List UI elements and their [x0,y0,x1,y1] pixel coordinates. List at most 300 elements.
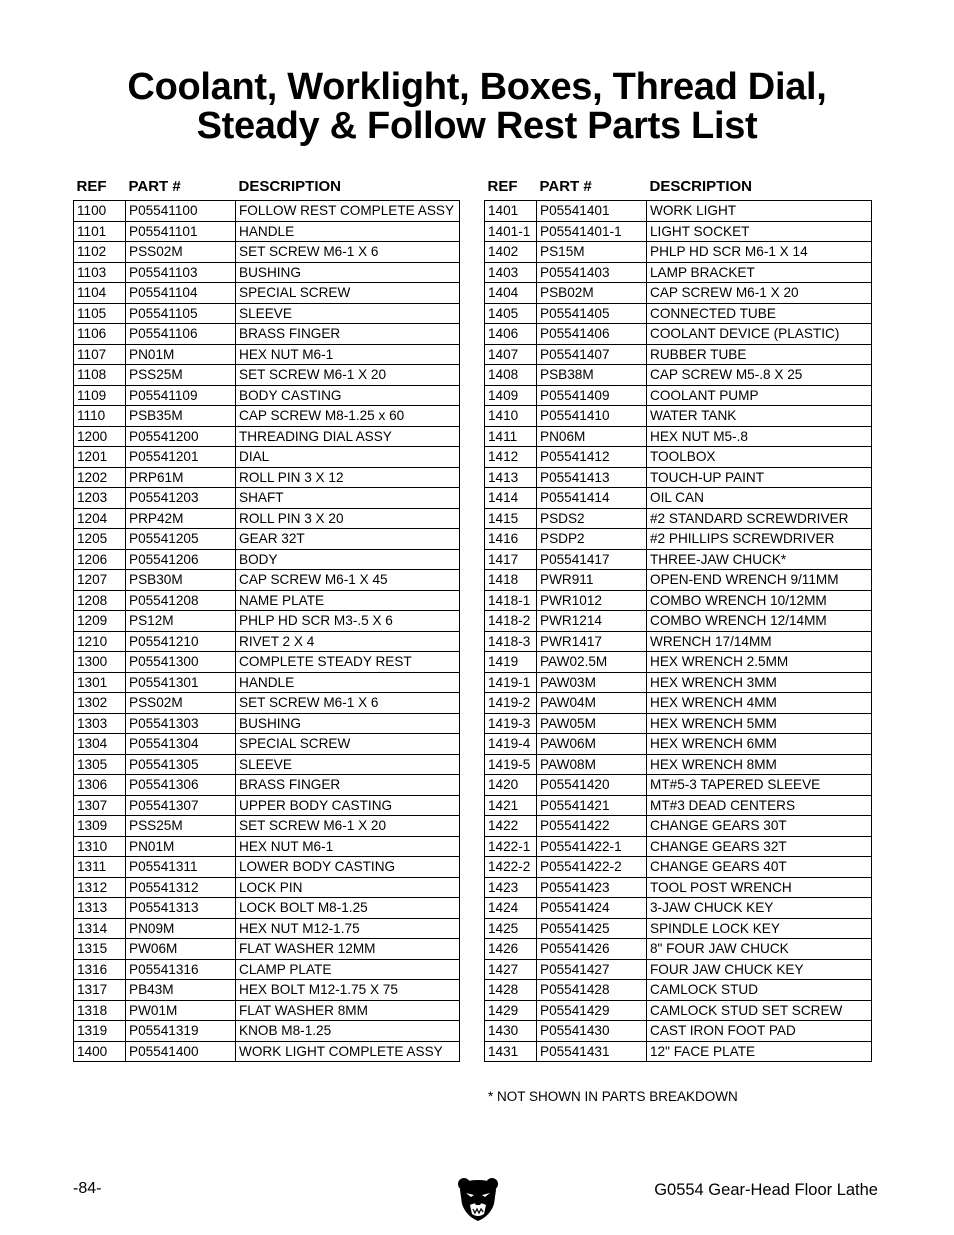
part-number-cell: P05541305 [126,754,236,775]
ref-cell: 1400 [74,1041,126,1062]
ref-cell: 1204 [74,508,126,529]
table-row [74,939,460,960]
part-number-cell: P05541413 [537,467,647,488]
parts-table-left [73,178,460,1062]
table-row [74,631,460,652]
part-number-cell: P05541201 [126,447,236,468]
description-cell: UPPER BODY CASTING [236,795,460,816]
ref-cell: 1428 [485,980,537,1001]
ref-cell: 1305 [74,754,126,775]
description-cell: SET SCREW M6-1 X 6 [236,242,460,263]
ref-cell: 1402 [485,242,537,263]
description-cell: TOOL POST WRENCH [647,877,872,898]
part-number-cell: PAW03M [537,672,647,693]
table-row [74,201,460,222]
ref-cell: 1422-2 [485,857,537,878]
description-header: DESCRIPTION [649,178,753,195]
table-row [74,529,460,550]
ref-cell: 1418 [485,570,537,591]
title-line-2: Steady & Follow Rest Parts List [196,105,758,147]
table-row [74,795,460,816]
table-row [74,365,460,386]
description-cell: CAP SCREW M8-1.25 x 60 [236,406,460,427]
part-number-cell: P05541311 [126,857,236,878]
description-cell: HEX WRENCH 6MM [647,734,872,755]
table-row [74,611,460,632]
part-number-cell: P05541407 [537,344,647,365]
table-row [485,1000,872,1021]
ref-cell: 1300 [74,652,126,673]
table-row [74,1000,460,1021]
description-cell: 3-JAW CHUCK KEY [647,898,872,919]
description-cell: SET SCREW M6-1 X 20 [236,816,460,837]
table-row [485,590,872,611]
table-row [485,283,872,304]
description-cell: TOUCH-UP PAINT [647,467,872,488]
part-number-cell: P05541421 [537,795,647,816]
part-number-cell: PSB02M [537,283,647,304]
table-row [74,980,460,1001]
table-row [485,754,872,775]
description-cell: RIVET 2 X 4 [236,631,460,652]
table-row [485,529,872,550]
table-row [485,672,872,693]
description-cell: LOCK BOLT M8-1.25 [236,898,460,919]
ref-cell: 1317 [74,980,126,1001]
part-number-cell: PN09M [126,918,236,939]
ref-cell: 1101 [74,221,126,242]
table-row [74,426,460,447]
description-cell: LAMP BRACKET [647,262,872,283]
description-cell: HANDLE [236,221,460,242]
part-number-cell: PS12M [126,611,236,632]
table-row [485,795,872,816]
description-cell: WRENCH 17/14MM [647,631,872,652]
table-row [74,898,460,919]
description-cell: PHLP HD SCR M3-.5 X 6 [236,611,460,632]
ref-cell: 1202 [74,467,126,488]
part-number-cell: P05541307 [126,795,236,816]
table-row [485,221,872,242]
part-number-cell: PB43M [126,980,236,1001]
ref-cell: 1420 [485,775,537,796]
description-cell: CAMLOCK STUD [647,980,872,1001]
table-row [74,242,460,263]
ref-cell: 1419 [485,652,537,673]
table-row [74,918,460,939]
part-number-cell: P05541422-1 [537,836,647,857]
description-cell: LOCK PIN [236,877,460,898]
part-number-cell: PSS02M [126,242,236,263]
part-number-cell: P05541406 [537,324,647,345]
ref-cell: 1304 [74,734,126,755]
table-row [485,508,872,529]
table-row [485,918,872,939]
ref-cell: 1430 [485,1021,537,1042]
parts-table-right-container [484,178,872,1062]
table-row [74,406,460,427]
description-cell: CLAMP PLATE [236,959,460,980]
description-cell: SET SCREW M6-1 X 20 [236,365,460,386]
table-row [485,816,872,837]
ref-cell: 1313 [74,898,126,919]
part-number-cell: PN06M [537,426,647,447]
table-row [74,570,460,591]
ref-cell: 1306 [74,775,126,796]
table-row [485,1041,872,1062]
description-cell: #2 PHILLIPS SCREWDRIVER [647,529,872,550]
description-cell: 8" FOUR JAW CHUCK [647,939,872,960]
part-number-cell: P05541410 [537,406,647,427]
part-number-cell: P05541306 [126,775,236,796]
description-cell: BRASS FINGER [236,775,460,796]
table-row [485,631,872,652]
part-number-cell: PAW06M [537,734,647,755]
description-cell: COMBO WRENCH 10/12MM [647,590,872,611]
part-number-cell: PSS25M [126,365,236,386]
part-number-cell: P05541409 [537,385,647,406]
table-row [74,857,460,878]
table-row [485,611,872,632]
ref-cell: 1307 [74,795,126,816]
table-row [74,816,460,837]
description-cell: WORK LIGHT COMPLETE ASSY [236,1041,460,1062]
part-number-cell: P05541417 [537,549,647,570]
ref-cell: 1200 [74,426,126,447]
description-cell: ROLL PIN 3 X 12 [236,467,460,488]
description-cell: HEX NUT M6-1 [236,836,460,857]
part-number-cell: P05541426 [537,939,647,960]
part-number-cell: P05541400 [126,1041,236,1062]
description-cell: HANDLE [236,672,460,693]
ref-cell: 1419-5 [485,754,537,775]
description-cell: BUSHING [236,713,460,734]
table-row [485,262,872,283]
table-row [485,201,872,222]
table-row [485,406,872,427]
description-cell: GEAR 32T [236,529,460,550]
part-number-cell: P05541312 [126,877,236,898]
table-row [485,980,872,1001]
part-number-cell: PSS02M [126,693,236,714]
ref-cell: 1418-1 [485,590,537,611]
part-number-cell: P05541301 [126,672,236,693]
description-cell: LOWER BODY CASTING [236,857,460,878]
table-row [74,262,460,283]
page-number: -84- [73,1180,102,1197]
ref-cell: 1422 [485,816,537,837]
description-cell: CAST IRON FOOT PAD [647,1021,872,1042]
ref-cell: 1408 [485,365,537,386]
description-cell: SLEEVE [236,303,460,324]
part-number-cell: PSDP2 [537,529,647,550]
description-cell: SPINDLE LOCK KEY [647,918,872,939]
table-row [485,303,872,324]
part-number-cell: P05541319 [126,1021,236,1042]
description-cell: FOLLOW REST COMPLETE ASSY [236,201,460,222]
part-number-cell: PSS25M [126,816,236,837]
part-number-cell: PWR1417 [537,631,647,652]
ref-cell: 1427 [485,959,537,980]
part-number-cell: P05541304 [126,734,236,755]
part-number-cell: P05541422 [537,816,647,837]
part-number-cell: P05541109 [126,385,236,406]
parts-table-left-container [73,178,460,1062]
part-number-cell: PWR911 [537,570,647,591]
description-cell: CONNECTED TUBE [647,303,872,324]
ref-cell: 1209 [74,611,126,632]
ref-cell: 1303 [74,713,126,734]
part-number-cell: P05541103 [126,262,236,283]
table-row [485,959,872,980]
table-row [485,857,872,878]
ref-cell: 1404 [485,283,537,304]
part-number-cell: P05541405 [537,303,647,324]
description-cell: DIAL [236,447,460,468]
part-number-cell: P05541427 [537,959,647,980]
part-number-cell: PAW05M [537,713,647,734]
ref-cell: 1210 [74,631,126,652]
ref-cell: 1301 [74,672,126,693]
part-number-cell: PSB35M [126,406,236,427]
manual-title: G0554 Gear-Head Floor Lathe [654,1181,878,1199]
ref-cell: 1406 [485,324,537,345]
ref-cell: 1423 [485,877,537,898]
footnote: * NOT SHOWN IN PARTS BREAKDOWN [488,1089,738,1104]
table-row [74,447,460,468]
part-number-cell: P05541105 [126,303,236,324]
part-number-cell: PRP42M [126,508,236,529]
description-cell: CHANGE GEARS 40T [647,857,872,878]
description-cell: BODY [236,549,460,570]
ref-cell: 1314 [74,918,126,939]
ref-cell: 1419-3 [485,713,537,734]
ref-cell: 1104 [74,283,126,304]
page-title [0,68,954,146]
part-number-cell: P05541106 [126,324,236,345]
part-number-cell: P05541429 [537,1000,647,1021]
ref-cell: 1106 [74,324,126,345]
ref-cell: 1422-1 [485,836,537,857]
part-number-cell: P05541100 [126,201,236,222]
description-cell: HEX WRENCH 2.5MM [647,652,872,673]
ref-cell: 1419-1 [485,672,537,693]
description-header: DESCRIPTION [238,178,342,195]
part-number-cell: P05541210 [126,631,236,652]
part-number-cell: PSB30M [126,570,236,591]
description-cell: HEX WRENCH 4MM [647,693,872,714]
description-cell: CAP SCREW M6-1 X 20 [647,283,872,304]
description-cell: COOLANT PUMP [647,385,872,406]
part-number-cell: PSDS2 [537,508,647,529]
part-header: PART # [539,178,592,195]
ref-cell: 1110 [74,406,126,427]
table-row [74,283,460,304]
part-number-cell: P05541422-2 [537,857,647,878]
table-row [74,324,460,345]
table-row [485,385,872,406]
part-number-cell: P05541206 [126,549,236,570]
table-row [485,652,872,673]
description-cell: MT#5-3 TAPERED SLEEVE [647,775,872,796]
part-number-cell: P05541430 [537,1021,647,1042]
description-cell: WORK LIGHT [647,201,872,222]
part-number-cell: PWR1012 [537,590,647,611]
part-number-cell: PAW04M [537,693,647,714]
table-row [74,1021,460,1042]
part-number-cell: PW01M [126,1000,236,1021]
ref-cell: 1316 [74,959,126,980]
table-row [485,836,872,857]
ref-cell: 1410 [485,406,537,427]
ref-cell: 1203 [74,488,126,509]
table-row [485,877,872,898]
ref-cell: 1426 [485,939,537,960]
description-cell: TOOLBOX [647,447,872,468]
table-row [74,693,460,714]
part-number-cell: P05541412 [537,447,647,468]
description-cell: ROLL PIN 3 X 20 [236,508,460,529]
part-number-cell: P05541425 [537,918,647,939]
table-row [74,652,460,673]
part-number-cell: PW06M [126,939,236,960]
description-cell: LIGHT SOCKET [647,221,872,242]
ref-cell: 1401-1 [485,221,537,242]
ref-cell: 1103 [74,262,126,283]
table-header-row [485,178,872,201]
table-row [74,1041,460,1062]
ref-cell: 1412 [485,447,537,468]
table-row [485,693,872,714]
description-cell: HEX WRENCH 8MM [647,754,872,775]
ref-cell: 1416 [485,529,537,550]
table-row [74,221,460,242]
part-number-cell: P05541200 [126,426,236,447]
table-row [74,549,460,570]
description-cell: HEX NUT M5-.8 [647,426,872,447]
part-header: PART # [128,178,181,195]
table-row [485,898,872,919]
ref-cell: 1205 [74,529,126,550]
description-cell: COOLANT DEVICE (PLASTIC) [647,324,872,345]
table-row [485,549,872,570]
description-cell: COMBO WRENCH 12/14MM [647,611,872,632]
description-cell: SPECIAL SCREW [236,283,460,304]
ref-cell: 1319 [74,1021,126,1042]
title-line-1: Coolant, Worklight, Boxes, Thread Dial, [127,66,827,108]
ref-cell: 1424 [485,898,537,919]
ref-cell: 1418-3 [485,631,537,652]
ref-cell: 1208 [74,590,126,611]
table-row [74,877,460,898]
part-number-cell: P05541203 [126,488,236,509]
table-row [485,1021,872,1042]
ref-cell: 1100 [74,201,126,222]
parts-table-right [484,178,872,1062]
ref-cell: 1201 [74,447,126,468]
part-number-cell: PRP61M [126,467,236,488]
ref-cell: 1418-2 [485,611,537,632]
part-number-cell: PWR1214 [537,611,647,632]
table-row [485,447,872,468]
table-row [485,467,872,488]
part-number-cell: P05541401 [537,201,647,222]
description-cell: HEX NUT M6-1 [236,344,460,365]
table-row [485,775,872,796]
part-number-cell: PAW02.5M [537,652,647,673]
ref-cell: 1310 [74,836,126,857]
ref-cell: 1207 [74,570,126,591]
part-number-cell: P05541316 [126,959,236,980]
description-cell: MT#3 DEAD CENTERS [647,795,872,816]
table-row [485,365,872,386]
table-row [74,775,460,796]
table-row [485,939,872,960]
description-cell: WATER TANK [647,406,872,427]
ref-cell: 1425 [485,918,537,939]
part-number-cell: P05541313 [126,898,236,919]
table-row [74,385,460,406]
ref-cell: 1429 [485,1000,537,1021]
ref-cell: 1312 [74,877,126,898]
ref-cell: 1419-4 [485,734,537,755]
part-number-cell: P05541403 [537,262,647,283]
description-cell: FLAT WASHER 12MM [236,939,460,960]
part-number-cell: P05541303 [126,713,236,734]
ref-cell: 1415 [485,508,537,529]
ref-cell: 1409 [485,385,537,406]
ref-cell: 1419-2 [485,693,537,714]
part-number-cell: PN01M [126,344,236,365]
description-cell: RUBBER TUBE [647,344,872,365]
ref-cell: 1405 [485,303,537,324]
description-cell: CAP SCREW M5-.8 X 25 [647,365,872,386]
ref-cell: 1109 [74,385,126,406]
ref-cell: 1403 [485,262,537,283]
ref-cell: 1105 [74,303,126,324]
ref-cell: 1206 [74,549,126,570]
ref-cell: 1102 [74,242,126,263]
description-cell: HEX WRENCH 3MM [647,672,872,693]
table-row [74,590,460,611]
table-row [485,344,872,365]
description-cell: OIL CAN [647,488,872,509]
part-number-cell: PSB38M [537,365,647,386]
table-row [74,754,460,775]
table-header-row [74,178,460,201]
description-cell: HEX NUT M12-1.75 [236,918,460,939]
description-cell: CAMLOCK STUD SET SCREW [647,1000,872,1021]
ref-cell: 1421 [485,795,537,816]
part-number-cell: P05541431 [537,1041,647,1062]
ref-header: REF [76,178,107,195]
ref-cell: 1302 [74,693,126,714]
part-number-cell: P05541424 [537,898,647,919]
table-row [485,426,872,447]
ref-cell: 1315 [74,939,126,960]
ref-cell: 1401 [485,201,537,222]
part-number-cell: P05541205 [126,529,236,550]
table-row [74,959,460,980]
part-number-cell: PAW08M [537,754,647,775]
description-cell: BRASS FINGER [236,324,460,345]
description-cell: HEX WRENCH 5MM [647,713,872,734]
ref-cell: 1318 [74,1000,126,1021]
table-row [74,467,460,488]
table-row [74,734,460,755]
table-row [485,734,872,755]
description-cell: NAME PLATE [236,590,460,611]
